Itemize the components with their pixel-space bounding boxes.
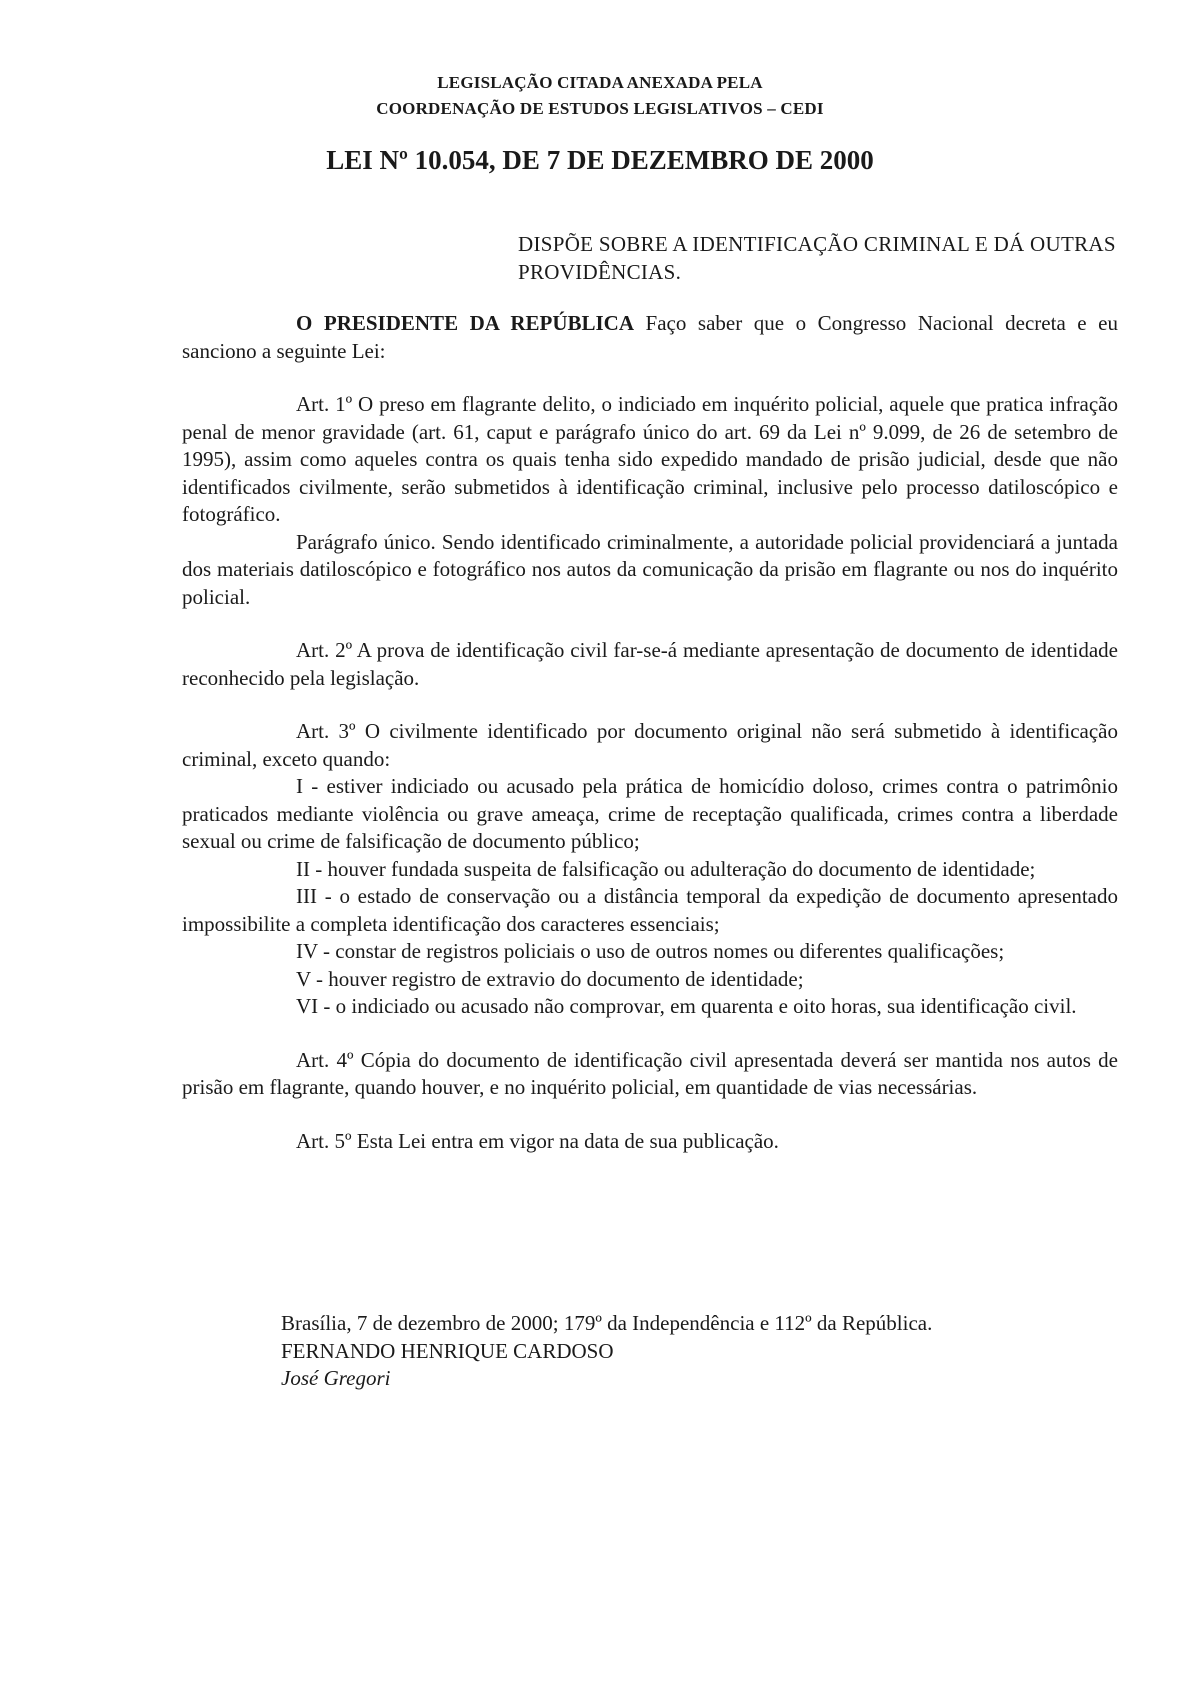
preamble-authority: O PRESIDENTE DA REPÚBLICA: [296, 311, 634, 335]
law-ementa: DISPÕE SOBRE A IDENTIFICAÇÃO CRIMINAL E DÁ OUTRAS PROVIDÊNCIAS.: [518, 232, 1116, 284]
article-2: Art. 2º A prova de identificação civil far-se-á mediante apresentação de documento de identidade reconhecido pela legislação.: [182, 638, 1118, 690]
preamble-text: Faço saber que o Congresso Nacional decreta e eu sanciono a seguinte Lei:: [182, 311, 1118, 363]
article-1-paragraph: Parágrafo único. Sendo identificado criminalmente, a autoridade policial providenciará a juntada dos materiais datiloscópico e fotográfico nos autos da comunicação da prisão em flagrante ou nos do inquérito policial.: [182, 529, 1118, 609]
article-3-item-i: I - estiver indiciado ou acusado pela prática de homicídio doloso, crimes contra o patrimônio praticados mediante violência ou grave ameaça, crime de receptação qualificada, crimes contra a liberdade sexual ou crime de falsificação de documento público;: [182, 774, 1118, 853]
article-1: Art. 1º O preso em flagrante delito, o indiciado em inquérito policial, aquele que pratica infração penal de menor gravidade (art. 61, caput e parágrafo único do art. 69 da Lei nº 9.099, de 26 de setembro de 1995), assim como aqueles contra os quais tenha sido expedido mandado de prisão judicial, desde que não identificados civilmente, serão submetidos à identificação criminal, inclusive pelo processo datiloscópico e fotográfico.: [182, 392, 1118, 526]
preamble: [182, 310, 1118, 365]
closing-block: [281, 1310, 1121, 1393]
minister-signature: José Gregori: [281, 1366, 391, 1390]
president-signature: FERNANDO HENRIQUE CARDOSO: [281, 1338, 614, 1363]
place-and-date: Brasília, 7 de dezembro de 2000; 179º da Independência e 112º da República.: [281, 1311, 933, 1335]
article-5: Art. 5º Esta Lei entra em vigor na data de sua publicação.: [296, 1128, 779, 1153]
header-line-2: COORDENAÇÃO DE ESTUDOS LEGISLATIVOS – CEDI: [376, 99, 824, 118]
article-3-item-iv: IV - constar de registros policiais o uso de outros nomes ou diferentes qualificações;: [296, 939, 1005, 963]
article-3-item-iii: III - o estado de conservação ou a distância temporal da expedição de documento apresentado impossibilite a completa identificação dos caracteres essenciais;: [182, 884, 1118, 936]
article-3-item-v: V - houver registro de extravio do documento de identidade;: [296, 966, 804, 991]
article-3-item-ii: II - houver fundada suspeita de falsificação ou adulteração do documento de identidade;: [296, 856, 1036, 881]
document-header: [0, 70, 1200, 122]
header-line-1: LEGISLAÇÃO CITADA ANEXADA PELA: [437, 73, 763, 92]
article-3: Art. 3º O civilmente identificado por documento original não será submetido à identificação criminal, exceto quando:: [182, 719, 1118, 771]
article-3-item-vi: VI - o indiciado ou acusado não comprovar, em quarenta e oito horas, sua identificação civil.: [296, 994, 1077, 1018]
law-title: LEI Nº 10.054, DE 7 DE DEZEMBRO DE 2000: [326, 145, 874, 175]
article-4: Art. 4º Cópia do documento de identificação civil apresentada deverá ser mantida nos autos de prisão em flagrante, quando houver, e no inquérito policial, em quantidade de vias necessárias.: [182, 1047, 1118, 1099]
law-body: [182, 310, 1118, 1155]
